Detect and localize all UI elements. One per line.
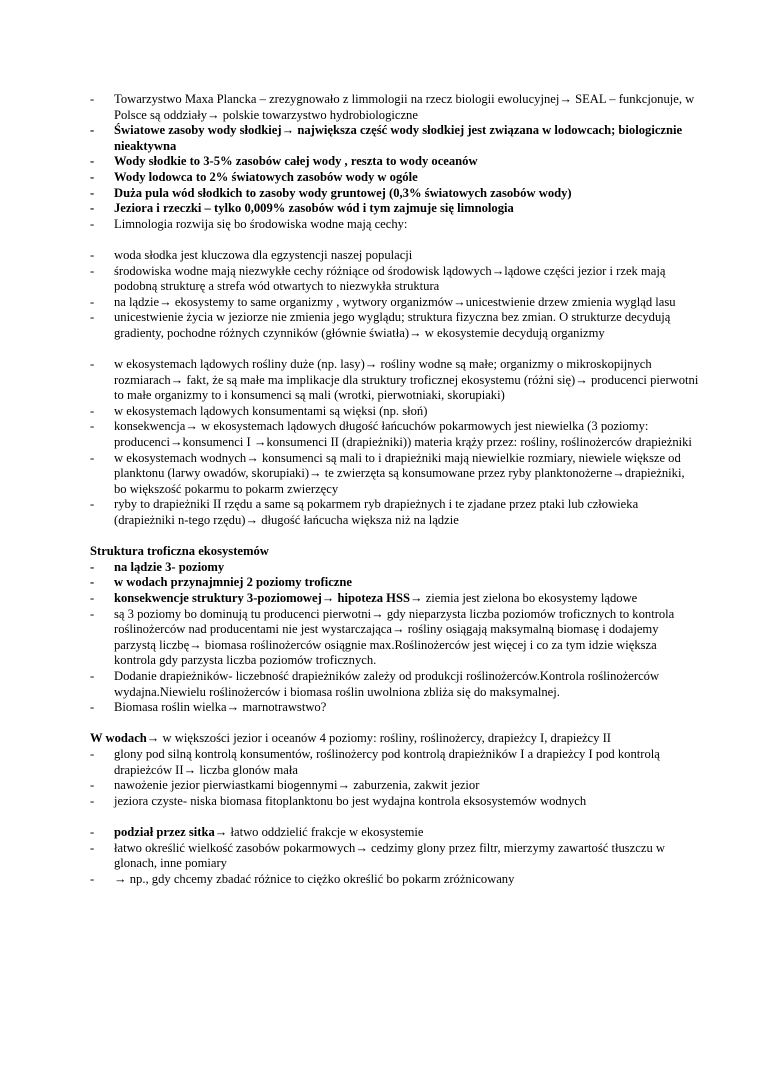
list-item: - Wody lodowca to 2% światowych zasobów wody w ogóle bbox=[90, 170, 700, 186]
list-item: - konsekwencje struktury 3-poziomowej→ hipoteza HSS→ ziemia jest zielona bo ekosystemy lądowe bbox=[90, 591, 700, 607]
list-item: - na lądzie 3- poziomy bbox=[90, 560, 700, 576]
paragraph-gap bbox=[90, 809, 700, 825]
list-item: - nawożenie jezior pierwiastkami biogennymi→ zaburzenia, zakwit jezior bbox=[90, 778, 700, 794]
list-item: - Biomasa roślin wielka→ marnotrawstwo? bbox=[90, 700, 700, 716]
paragraph-gap bbox=[90, 529, 700, 545]
list-item: - jeziora czyste- niska biomasa fitoplanktonu bo jest wydajna kontrola eksosystemów wodnych bbox=[90, 794, 700, 810]
bullet-list-features bbox=[90, 248, 700, 342]
list-item: - Dodanie drapieżników- liczebność drapieżników zależy od produkcji roślinożerców.Kontrola roślinożerców wydajna.Niewielu roślinożerców i biomasa roślin uwolniona zbliża się do maksymalnej. bbox=[90, 669, 700, 700]
paragraph-gap bbox=[90, 342, 700, 358]
list-item: - Jeziora i rzeczki – tylko 0,009% zasobów wód i tym zajmuje się limnologia bbox=[90, 201, 700, 217]
list-item: - ryby to drapieżniki II rzędu a same są pokarmem ryb drapieżnych i te zjadane przez ptaki lub człowieka (drapieżniki n-tego rzędu)→ długość łańcucha większa niż na lądzie bbox=[90, 497, 700, 528]
list-item: - środowiska wodne mają niezwykłe cechy różniące od środowisk lądowych→lądowe części jezior i rzek mają podobną strukturę a strefa wód otwartych to niezwykła struktura bbox=[90, 264, 700, 295]
list-item: - w ekosystemach lądowych rośliny duże (np. lasy)→ rośliny wodne są małe; organizmy o mikroskopijnych rozmiarach→ fakt, że są małe ma implikacje dla struktury troficznej ekosystemu (różni się)→ producenci pierwotni to małe organizmy to i konsumenci są mali (wrotki, pierwotniaki, skorupiaki) bbox=[90, 357, 700, 404]
paragraph-in-waters: W wodach→ w większości jezior i oceanów 4 poziomy: rośliny, roślinożercy, drapieżcy I, drapieżcy II bbox=[90, 731, 611, 746]
list-item: - w ekosystemach wodnych→ konsumenci są mali to i drapieżniki mają niewielkie rozmiary, niewiele większe od planktonu (larwy owadów, skorupiaki)→ te zwierzęta są konsumowane przez ryby planktonożerne→drapieżniki, bo większość pokarmu to pokarm zwierzęcy bbox=[90, 451, 700, 498]
list-item: - podział przez sitka→ łatwo oddzielić frakcje w ekosystemie bbox=[90, 825, 700, 841]
list-item: - → np., gdy chcemy zbadać różnice to ciężko określić bo pokarm zróżnicowany bbox=[90, 872, 700, 888]
bullet-list-trophic bbox=[90, 560, 700, 716]
list-item: - woda słodka jest kluczowa dla egzystencji naszej populacji bbox=[90, 248, 700, 264]
list-item: - w wodach przynajmniej 2 poziomy troficzne bbox=[90, 575, 700, 591]
bullet-list-sieves bbox=[90, 825, 700, 887]
list-item: - w ekosystemach lądowych konsumentami są więksi (np. słoń) bbox=[90, 404, 700, 420]
list-item: - Towarzystwo Maxa Plancka – zrezygnowało z limmologii na rzecz biologii ewolucyjnej→ SEAL – funkcjonuje, w Polsce są oddziały→ polskie towarzystwo hydrobiologiczne bbox=[90, 92, 700, 123]
list-item: - Wody słodkie to 3-5% zasobów całej wody , reszta to wody oceanów bbox=[90, 154, 700, 170]
list-item: - konsekwencja→ w ekosystemach lądowych długość łańcuchów pokarmowych jest niewielka (3 poziomy: producenci→konsumenci I →konsumenci II (drapieżniki)) materia krąży przez: rośliny, roślinożerców drapieżniki bbox=[90, 419, 700, 450]
list-item: - Limnologia rozwija się bo środowiska wodne mają cechy: bbox=[90, 217, 700, 233]
bullet-list-waters bbox=[90, 747, 700, 809]
list-item: - łatwo określić wielkość zasobów pokarmowych→ cedzimy glony przez filtr, mierzymy zawartość tłuszczu w glonach, inne pomiary bbox=[90, 841, 700, 872]
bullet-list-intro bbox=[90, 92, 700, 232]
list-item: - glony pod silną kontrolą konsumentów, roślinożercy pod kontrolą drapieżników I a drapieżcy I pod kontrolą drapieżców II→ liczba glonów mała bbox=[90, 747, 700, 778]
list-item: - Światowe zasoby wody słodkiej→ największa część wody słodkiej jest związana w lodowcach; biologicznie nieaktywna bbox=[90, 123, 700, 154]
list-item: - unicestwienie życia w jeziorze nie zmienia jego wyglądu; struktura fizyczna bez zmian. O strukturze decydują gradienty, pochodne różnych czynników (głównie światła)→ w ekosystemie decydują organizmy bbox=[90, 310, 700, 341]
section-heading-trophic-structure: Struktura troficzna ekosystemów bbox=[90, 544, 269, 559]
bullet-list-ecosystems bbox=[90, 357, 700, 529]
paragraph-gap bbox=[90, 716, 700, 732]
paragraph-gap bbox=[90, 232, 700, 248]
list-item: - Duża pula wód słodkich to zasoby wody gruntowej (0,3% światowych zasobów wody) bbox=[90, 186, 700, 202]
list-item: - są 3 poziomy bo dominują tu producenci pierwotni→ gdy nieparzysta liczba poziomów troficznych to kontrola roślinożerców nad producentami nie jest wystarczająca→ rośliny osiągają maksymalną biomasę i dodajemy parzystą liczbę→ biomasa roślinożerców osiągnie max.Roślinożerców jest więcej i co za tym idzie większa kontrola gdy parzysta liczba poziomów troficznych. bbox=[90, 607, 700, 669]
list-item: - na lądzie→ ekosystemy to same organizmy , wytwory organizmów→unicestwienie drzew zmienia wygląd lasu bbox=[90, 295, 700, 311]
